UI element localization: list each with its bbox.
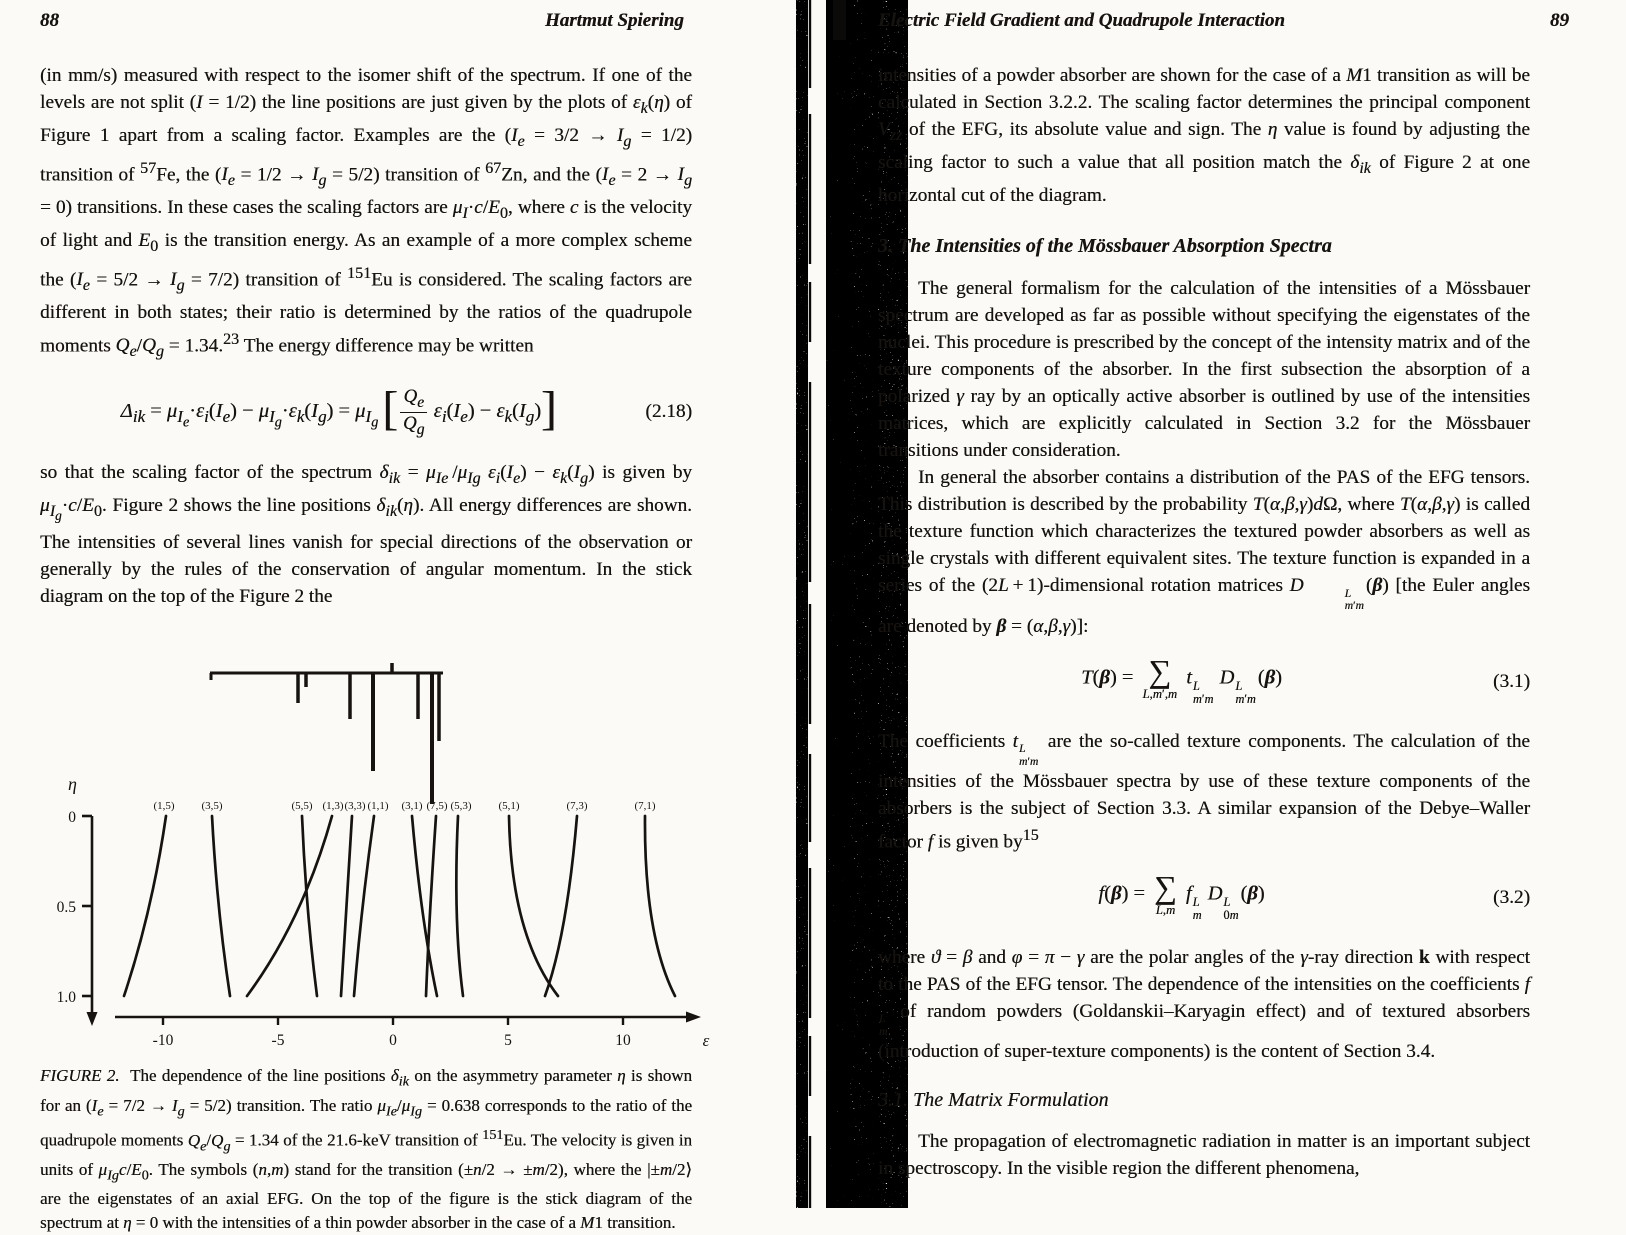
curve-label: (5,1) [498, 800, 520, 813]
equation-2-18-number: (2.18) [645, 401, 692, 423]
figure-2 [40, 620, 710, 1052]
left-running-title: Hartmut Spiering [545, 10, 684, 31]
equation-3-1-body: T(β) = ∑ L,m′,m t L m′m D L m′m (β) [1081, 653, 1282, 706]
curve-5-1 [509, 816, 558, 996]
curve-1-1 [354, 816, 374, 996]
right-paragraph-4: The coefficients t L m′m are the so-called texture components. The calculation of the intensities of the Mössbauer spectra by use of these texture components of the absorbers is the subject of Section 3.3. A similar expansion of the Debye–Waller factor f is given $by^{15}$ [878, 730, 1530, 853]
right-paragraph-3: In general the absorber contains a distribution of the PAS of the EFG tensors. This distribution is described by the probability T(α,β,γ)dΩ, where T(α,β,γ) is called the texture function which characterizes the textured powder absorbers as well as single crystals with different equivalent sites. The texture function is expanded in a series of the (2L + 1)-dimensional rotation matrices D L m′m (β) [the Euler angles are denoted by β = (α,β,γ)]: [878, 466, 1530, 637]
curve-5-3 [456, 816, 463, 996]
curve-7-1 [645, 816, 675, 996]
right-page [878, 10, 1569, 1182]
curve-3-5 [212, 816, 230, 996]
y-axis [82, 816, 98, 1026]
x-tick-label: -10 [152, 1032, 174, 1050]
equation-3-2 [878, 870, 1530, 926]
y-tick-label: 0 [68, 809, 76, 827]
stick-diagram [210, 663, 443, 804]
curve-label: (5,5) [291, 800, 313, 813]
curve-label: (1,3) [322, 800, 344, 813]
equation-2-18-body: $\Delta_{ik} = \mu_{I_e}\cdot\varepsilon_i(I_e) - \mu_{I_g}\cdot\varepsilon_k(I_g) = \mu_{I_g}$ [ $\frac{Q_e}{Q_g}$ $\varepsilon_i(I_e) - \varepsilon_k(I_g)$] [120, 383, 557, 438]
right-running-head [878, 10, 1569, 36]
figure-2-plot [40, 620, 750, 1052]
section-3-heading: 3. The Intensities of the Mössbauer Absorption Spectra [878, 234, 1332, 257]
x-tick-label: 0 [389, 1032, 397, 1050]
curve-label: (5,3) [450, 800, 472, 813]
gutter-noise-mid [846, 0, 878, 1208]
curve-3-3 [341, 816, 352, 996]
curve-1-3 [247, 816, 332, 996]
right-paragraph-2: The general formalism for the calculation of the intensities of a Mössbauer spectrum are developed as far as possible without specifying the eigenstates of the nuclei. This procedure is prescribed by the concept of the intensity matrix and of the texture components of the absorber. In the first subsection the absorption of a polarized γ ray by an optically active absorber is outlined by use of the intensities matrices, which are explicitly calculated in Section 3.2 for the Mössbauer transitions under consideration. [878, 277, 1530, 461]
curve-5-5 [302, 816, 317, 996]
curve-labels [153, 800, 655, 812]
x-axis-label: ε [702, 1031, 710, 1051]
equation-2-18 [40, 377, 692, 447]
curve-label: (3,1) [401, 800, 423, 813]
equation-3-2-body: f(β) = ∑ L,m f L m D L 0m (β) [1098, 870, 1265, 923]
curve-7-3 [545, 816, 577, 996]
left-running-head [40, 10, 692, 36]
right-paragraph-6: The propagation of electromagnetic radiation in matter is an important subject in spectroscopy. In the visible region the different phenomena, [878, 1131, 1530, 1180]
section-3-1-heading: 3.1. The Matrix Formulation [878, 1089, 1109, 1112]
figure-2-caption: FIGURE 2. The dependence of the line positions $\delta_{ik}$ on the asymmetry parameter η is shown for an $(I_e = 7/2 \to I_g = 5/2)$ transition. The ratio $\mu_{Ie}/\mu_{Ig} = 0.638$ corresponds to the ratio of the quadrupole moments $Q_e/Q_g = 1.34$ of the 21.6-keV transition of $^{151}$Eu. The velocity is given in units of $\mu_{Ig}c/E_0$. The symbols (n,m) stand for the transition (±n/2 → ±m/2), where the |±m/2⟩ are the eigenstates of an axial EFG. On the top of the figure is the stick diagram of the spectrum at η = 0 with the intensities of a thin powder absorber in the case of a M1 transition. [40, 1066, 693, 1233]
x-tick-label: -5 [271, 1032, 285, 1050]
curve-label: (1,5) [153, 800, 175, 813]
left-page [40, 10, 710, 1235]
curve-1-5 [124, 816, 166, 996]
right-paragraph-1: intensities of a powder absorber are shown for the case of a M1 transition as will be calculated in Section 3.2.2. The scaling factor determines the principal component $V_{zz}$ of the EFG, its absolute value and sign. The η value is found by adjusting the scaling factor to such a value that all position match the $\delta_{ik}$ of Figure 2 at one horizontal cut of the diagram. [878, 65, 1531, 206]
line-position-curves [124, 816, 675, 996]
curve-label: (3,5) [201, 800, 223, 813]
curve-label: (7,1) [634, 800, 656, 813]
right-running-title: Electric Field Gradient and Quadrupole Interaction [878, 10, 1285, 31]
right-page-number: 89 [1550, 10, 1569, 31]
curve-label: (3,3) [344, 800, 366, 813]
x-axis-arrowhead [686, 1012, 701, 1023]
equation-3-1-number: (3.1) [1493, 670, 1530, 692]
y-tick-label: 0.5 [56, 899, 76, 917]
left-page-number: 88 [40, 10, 59, 31]
left-paragraph-1: (in mm/s) measured with respect to the isomer shift of the spectrum. If one of the levels are not split (I = 1/2) the line positions are just given by the plots of $\varepsilon_k(\eta)$ of Figure 1 apart from a scaling factor. Examples are the $(I_e = 3/2 \to I_g = 1/2)$ transition of $^{57}$Fe, the $(I_e = 1/2 \to I_g = 5/2)$ transition of $^{67}$Zn, and the $(I_e = 2 \to I_g = 0)$ transitions. In these cases the scaling factors are $\mu_I\cdot c/E_0$, where c is the velocity of light and $E_0$ is the transition energy. As an example of a more complex scheme the $(I_e = 5/2 \to I_g = 7/2)$ transition of $^{151}$Eu is considered. The scaling factors are different in both states; their ratio is determined by the ratios of the quadrupole moments $Q_e/Q_g = 1.34.23$ The energy difference may be written [40, 65, 693, 361]
curve-label: (1,1) [367, 800, 389, 813]
right-paragraph-5: where ϑ = β and φ = π − γ are the polar angles of the γ-ray direction k with respect to the PAS of the EFG tensor. The dependence of the intensities on the coefficients f L m of random powders (Goldanskii–Karyagin effect) and of textured absorbers (introduction of super-texture components) is the content of Section 3.4. [878, 946, 1530, 1063]
curve-label: (7,5) [426, 800, 448, 813]
equation-3-2-number: (3.2) [1493, 886, 1530, 908]
x-tick-label: 5 [504, 1032, 512, 1050]
y-axis-label: η [68, 774, 77, 795]
equation-3-1 [878, 654, 1530, 710]
y-axis-arrowhead [87, 1012, 98, 1026]
gutter-noise-left [796, 0, 808, 1208]
left-paragraph-2: so that the scaling factor of the spectrum $\delta_{ik} = \mu_{Ie}$ $/\mu_{Ig}$ $\varepsilon_i(I_e) - \varepsilon_k(I_g)$ is given by $\mu_{I_g}\cdot c/E_0$. Figure 2 shows the line positions $\delta_{ik}(\eta)$. All energy differences are shown. The intensities of several lines vanish for special directions of the observation or generally by the rules of the conservation of angular momentum. In the stick diagram on the top of the Figure 2 the [40, 462, 692, 608]
x-tick-label: 10 [615, 1032, 631, 1050]
x-axis [115, 1012, 701, 1026]
y-tick-label: 1.0 [56, 989, 76, 1007]
curve-label: (7,3) [566, 800, 588, 813]
